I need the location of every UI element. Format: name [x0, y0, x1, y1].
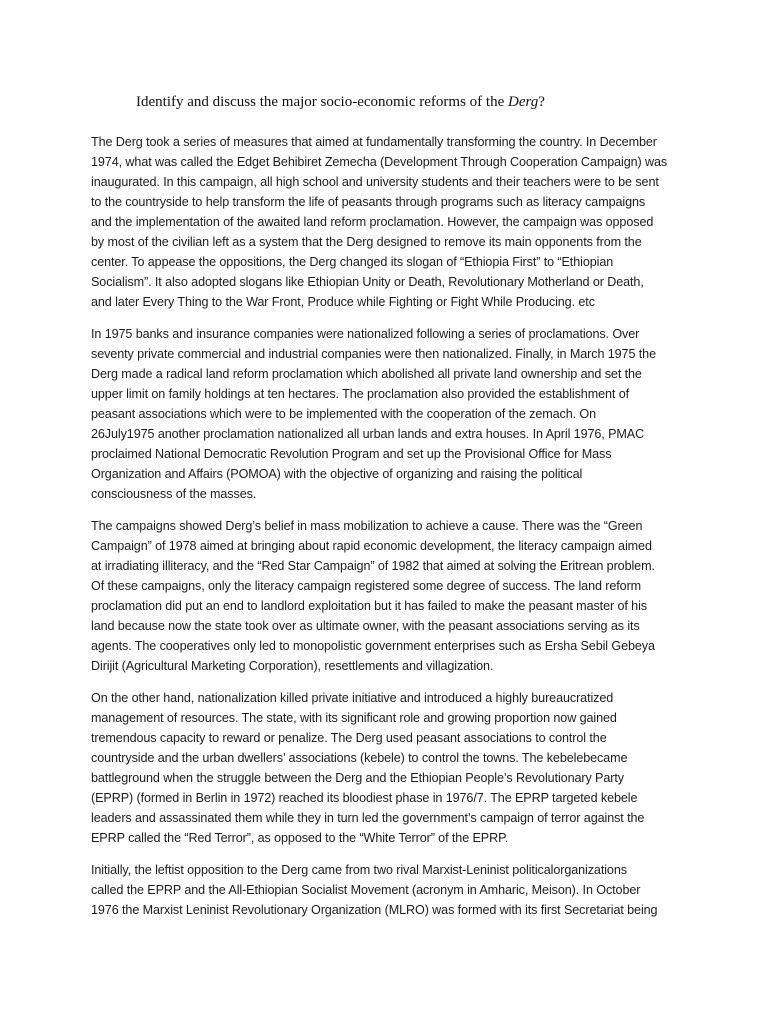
paragraph-line: 1974, what was called the Edget Behibiret Zemecha (Development Through Cooperation Campaign) was [91, 155, 668, 169]
paragraph [91, 860, 688, 920]
paragraph-line: Initially, the leftist opposition to the Derg came from two rival Marxist-Leninist politicalorganizations [91, 863, 627, 877]
paragraph-line: countryside and the urban dwellers’ associations (kebele) to control the towns. The kebelebecame [91, 751, 628, 765]
paragraph-line: Dirijit (Agricultural Marketing Corporation), resettlements and villagization. [91, 659, 494, 673]
paragraph-line: Organization and Affairs (POMOA) with the objective of organizing and raising the political [91, 467, 583, 481]
paragraph-line: On the other hand, nationalization killed private initiative and introduced a highly bureaucratized [91, 691, 614, 705]
heading-suffix: ? [538, 94, 545, 110]
document-body [91, 132, 688, 932]
heading-text: Identify and discuss the major socio-economic reforms of the [136, 94, 508, 110]
paragraph-line: In 1975 banks and insurance companies were nationalized following a series of proclamations. Over [91, 327, 640, 341]
paragraph-line: by most of the civilian left as a system that the Derg designed to remove its main opponents from the [91, 235, 642, 249]
paragraph-line: proclamation did put an end to landlord exploitation but it has failed to make the peasant master of his [91, 599, 647, 613]
paragraph-line: center. To appease the oppositions, the Derg changed its slogan of “Ethiopia First” to “Ethiopian [91, 255, 614, 269]
paragraph [91, 516, 688, 676]
paragraph-line: The campaigns showed Derg’s belief in mass mobilization to achieve a cause. There was the “Green [91, 519, 643, 533]
paragraph-line: land because now the state took over as ultimate owner, with the peasant associations serving as its [91, 619, 640, 633]
paragraph [91, 324, 688, 504]
paragraph-line: upper limit on family holdings at ten hectares. The proclamation also provided the establishment of [91, 387, 629, 401]
paragraph-line: Of these campaigns, only the literacy campaign registered some degree of success. The land reform [91, 579, 642, 593]
paragraph-line: tremendous capacity to reward or penalize. The Derg used peasant associations to control the [91, 731, 607, 745]
paragraph-line: (EPRP) (formed in Berlin in 1972) reached its bloodiest phase in 1976/7. The EPRP targeted kebele [91, 791, 638, 805]
question-heading [136, 94, 545, 111]
paragraph-line: and later Every Thing to the War Front, Produce while Fighting or Fight While Producing. etc [91, 295, 595, 309]
paragraph-line: seventy private commercial and industrial companies were then nationalized. Finally, in March 1975 the [91, 347, 656, 361]
paragraph-line: 1976 the Marxist Leninist Revolutionary Organization (MLRO) was formed with its first Secretariat being [91, 903, 658, 917]
paragraph-line: inaugurated. In this campaign, all high school and university students and their teachers were to be sent [91, 175, 659, 189]
paragraph-line: agents. The cooperatives only led to monopolistic government enterprises such as Ersha Sebil Gebeya [91, 639, 655, 653]
paragraph-line: consciousness of the masses. [91, 487, 257, 501]
paragraph-line: The Derg took a series of measures that aimed at fundamentally transforming the country. In December [91, 135, 657, 149]
paragraph-line: Campaign” of 1978 aimed at bringing about rapid economic development, the literacy campaign aimed [91, 539, 652, 553]
paragraph-line: peasant associations which were to be implemented with the cooperation of the zemach. On [91, 407, 597, 421]
paragraph-line: Derg made a radical land reform proclamation which abolished all private land ownership and set the [91, 367, 642, 381]
paragraph-line: and the implementation of the awaited land reform proclamation. However, the campaign was opposed [91, 215, 654, 229]
paragraph-line: called the EPRP and the All-Ethiopian Socialist Movement (acronym in Amharic, Meison). In October [91, 883, 641, 897]
paragraph-line: 26July1975 another proclamation nationalized all urban lands and extra houses. In April 1976, PMAC [91, 427, 645, 441]
paragraph-line: EPRP called the “Red Terror”, as opposed to the “White Terror” of the EPRP. [91, 831, 509, 845]
paragraph-line: Socialism”. It also adopted slogans like Ethiopian Unity or Death, Revolutionary Motherland or Death, [91, 275, 644, 289]
paragraph-line: proclaimed National Democratic Revolution Program and set up the Provisional Office for Mass [91, 447, 612, 461]
paragraph-line: battleground when the struggle between the Derg and the Ethiopian People’s Revolutionary Party [91, 771, 624, 785]
paragraph [91, 132, 688, 312]
paragraph-line: leaders and assassinated them while they in turn led the government’s campaign of terror against the [91, 811, 645, 825]
paragraph [91, 688, 688, 848]
paragraph-line: at irradiating illiteracy, and the “Red Star Campaign” of 1982 that aimed at solving the Eritrean problem. [91, 559, 655, 573]
paragraph-line: management of resources. The state, with its significant role and growing proportion now gained [91, 711, 617, 725]
heading-emphasis: Derg [507, 94, 539, 110]
paragraph-line: to the countryside to help transform the life of peasants through programs such as literacy campaigns [91, 195, 646, 209]
